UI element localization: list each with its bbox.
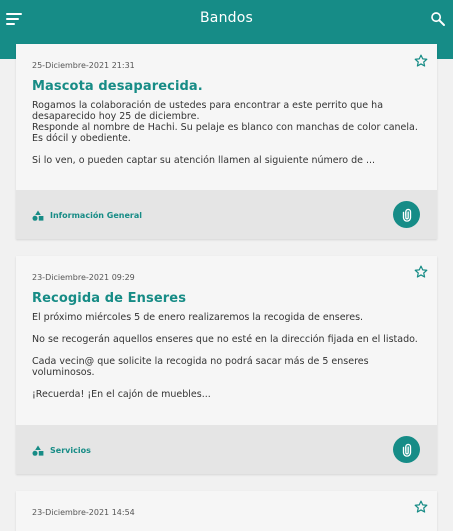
favorite-star-icon[interactable]: [413, 264, 429, 280]
card-body: [32, 312, 424, 411]
card-paragraph: Rogamos la colaboración de ustedes para encontrar a este perrito que ha desaparecido hoy 25 de diciembre. Responde al nombre de Hachi. Su pelaje es blanco con manchas de color canela. Es dócil y obediente.: [32, 100, 418, 144]
card-paragraph: No se recogerán aquellos enseres que no esté en la dirección fijada en el listado.: [32, 334, 418, 345]
card-paragraph: Si lo ven, o pueden captar su atención llamen al siguiente número de ...: [32, 155, 376, 166]
card-date: 23-Diciembre-2021 09:29: [32, 273, 135, 282]
category-label: Información General: [50, 210, 142, 220]
attachment-button[interactable]: [393, 201, 420, 228]
card-paragraph: ¡Recuerda! ¡En el cajón de muebles...: [32, 389, 211, 400]
card-date: 25-Diciembre-2021 21:31: [32, 61, 135, 70]
card-title: Recogida de Enseres: [32, 291, 187, 306]
page-title: Bandos: [199, 10, 253, 26]
bando-card[interactable]: [16, 491, 437, 531]
bando-card[interactable]: [16, 44, 437, 239]
search-icon[interactable]: [429, 10, 447, 28]
card-paragraph: El próximo miércoles 5 de enero realizaremos la recogida de enseres.: [32, 312, 364, 323]
bando-card[interactable]: [16, 256, 437, 474]
attachment-button[interactable]: [393, 436, 420, 463]
card-title: Mascota desaparecida.: [32, 79, 203, 94]
card-footer: [16, 425, 437, 474]
card-paragraph: Cada vecin@ que solicite la recogida no podrá sacar más de 5 enseres voluminosos.: [32, 356, 369, 378]
favorite-star-icon[interactable]: [413, 53, 429, 69]
category-shapes-icon: [32, 445, 44, 456]
paperclip-icon: [400, 207, 414, 223]
category-link[interactable]: [32, 444, 91, 456]
category-shapes-icon: [32, 210, 44, 221]
category-label: Servicios: [50, 445, 91, 455]
category-link[interactable]: [32, 209, 142, 221]
paperclip-icon: [400, 442, 414, 458]
card-footer: [16, 190, 437, 239]
card-body: [32, 100, 424, 177]
favorite-star-icon[interactable]: [413, 499, 429, 515]
card-date: 23-Diciembre-2021 14:54: [32, 508, 135, 517]
